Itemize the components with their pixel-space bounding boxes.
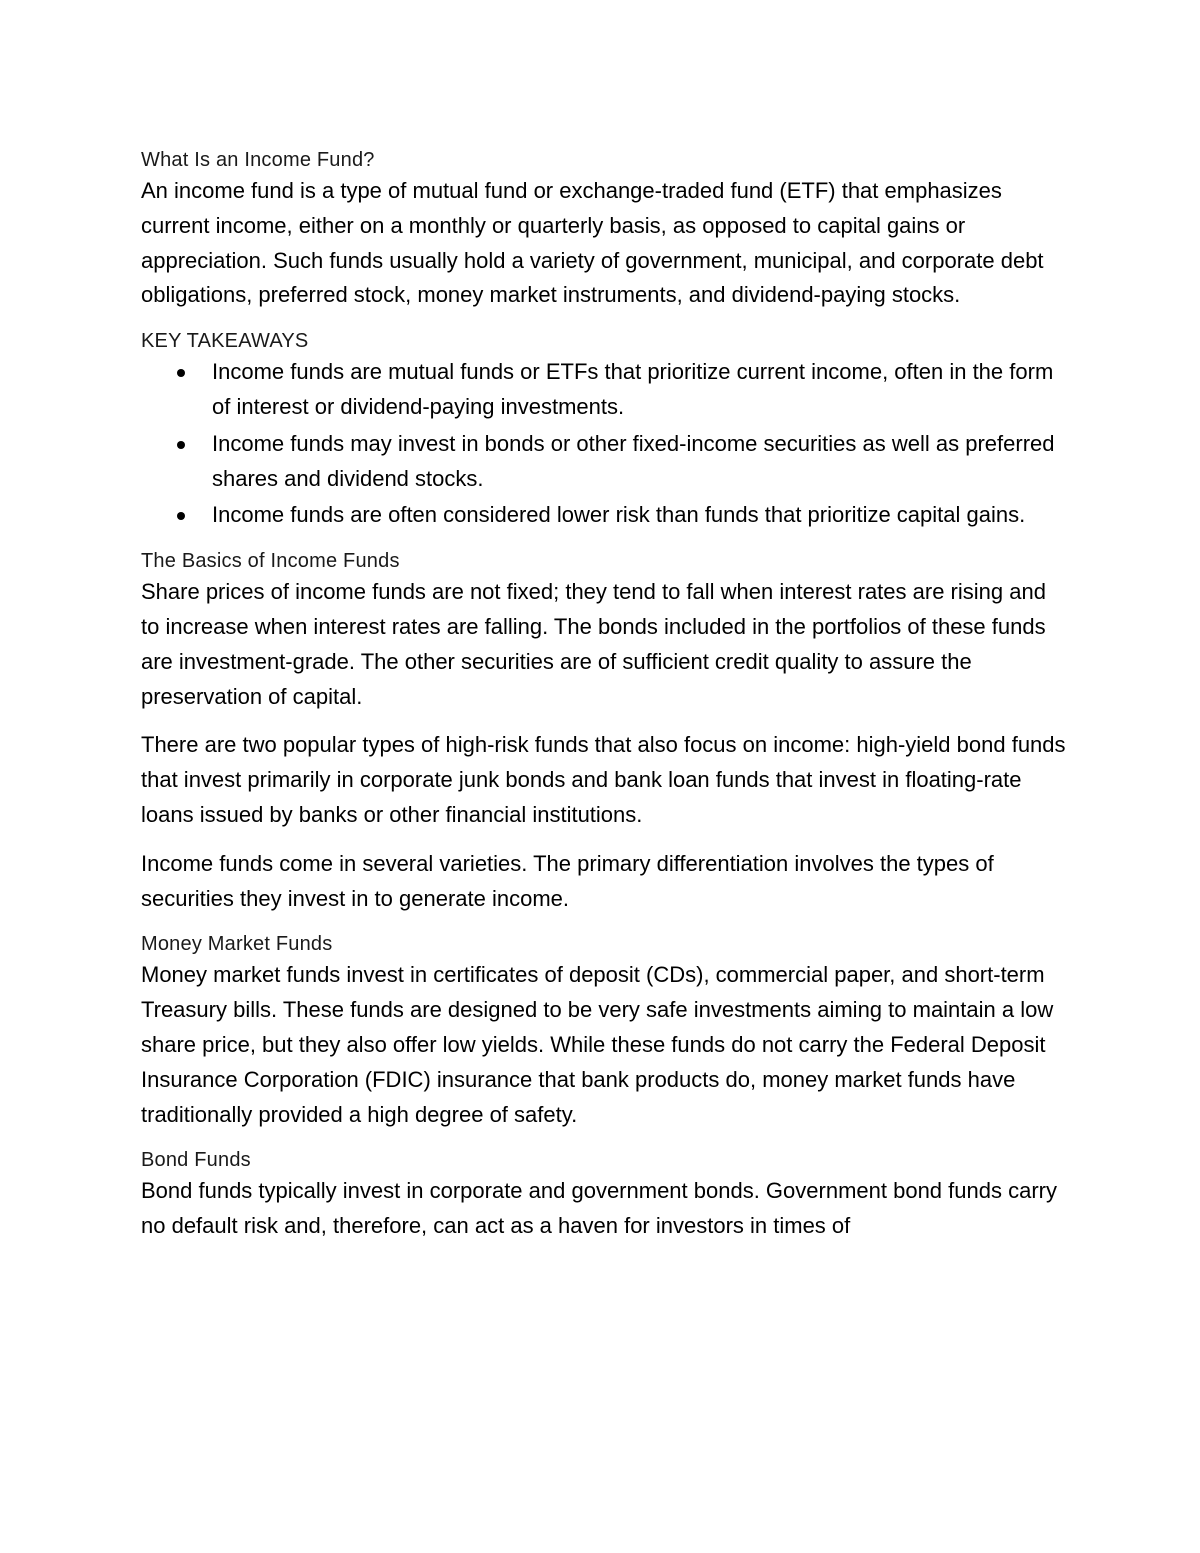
basics-paragraph-2: There are two popular types of high-risk funds that also focus on income: high-yield bond funds that invest primarily in corporate junk bonds and bank loan funds that invest in floating-rate loans issued by banks or other financial institutions.	[141, 732, 1066, 827]
bullet-icon	[177, 512, 185, 520]
bond-funds-paragraph: Bond funds typically invest in corporate and government bonds. Government bond funds carry no default risk and, therefore, can act as a haven for investors in times of	[141, 1178, 1057, 1239]
list-item	[141, 355, 1066, 425]
heading-basics-of-income-funds: The Basics of Income Funds	[141, 550, 400, 573]
heading-bond-funds: Bond Funds	[141, 1149, 251, 1172]
money-market-paragraph: Money market funds invest in certificates of deposit (CDs), commercial paper, and short-term Treasury bills. These funds are designed to be very safe investments aiming to maintain a low share price, but they also offer low yields. While these funds do not carry the Federal Deposit Insurance Corporation (FDIC) insurance that bank products do, money market funds have traditionally provided a high degree of safety.	[141, 962, 1054, 1127]
basics-paragraph-3: Income funds come in several varieties. The primary differentiation involves the types of securities they invest in to generate income.	[141, 850, 994, 911]
list-item	[141, 498, 1066, 533]
list-item	[141, 427, 1066, 497]
document-page	[141, 146, 1066, 1258]
intro-paragraph: An income fund is a type of mutual fund or exchange-traded fund (ETF) that emphasizes current income, either on a monthly or quarterly basis, as opposed to capital gains or appreciation. Such funds usually hold a variety of government, municipal, and corporate debt obligations, preferred stock, money market instruments, and dividend-paying stocks.	[141, 178, 1044, 308]
list-item-text: Income funds are often considered lower risk than funds that prioritize capital gains.	[212, 502, 1026, 528]
heading-key-takeaways: KEY TAKEAWAYS	[141, 330, 309, 353]
takeaways-list	[141, 355, 1066, 533]
list-item-text: Income funds are mutual funds or ETFs that prioritize current income, often in the form of interest or dividend-paying investments.	[212, 359, 1054, 419]
list-item-text: Income funds may invest in bonds or other fixed-income securities as well as preferred shares and dividend stocks.	[212, 430, 1055, 491]
heading-what-is-income-fund: What Is an Income Fund?	[141, 149, 375, 171]
bullet-icon	[177, 441, 185, 449]
basics-paragraph-1: Share prices of income funds are not fixed; they tend to fall when interest rates are rising and to increase when interest rates are falling. The bonds included in the portfolios of these funds are investment-grade. The other securities are of sufficient credit quality to assure the preservation of capital.	[141, 579, 1046, 709]
heading-money-market-funds: Money Market Funds	[141, 933, 333, 956]
bullet-icon	[177, 369, 185, 377]
